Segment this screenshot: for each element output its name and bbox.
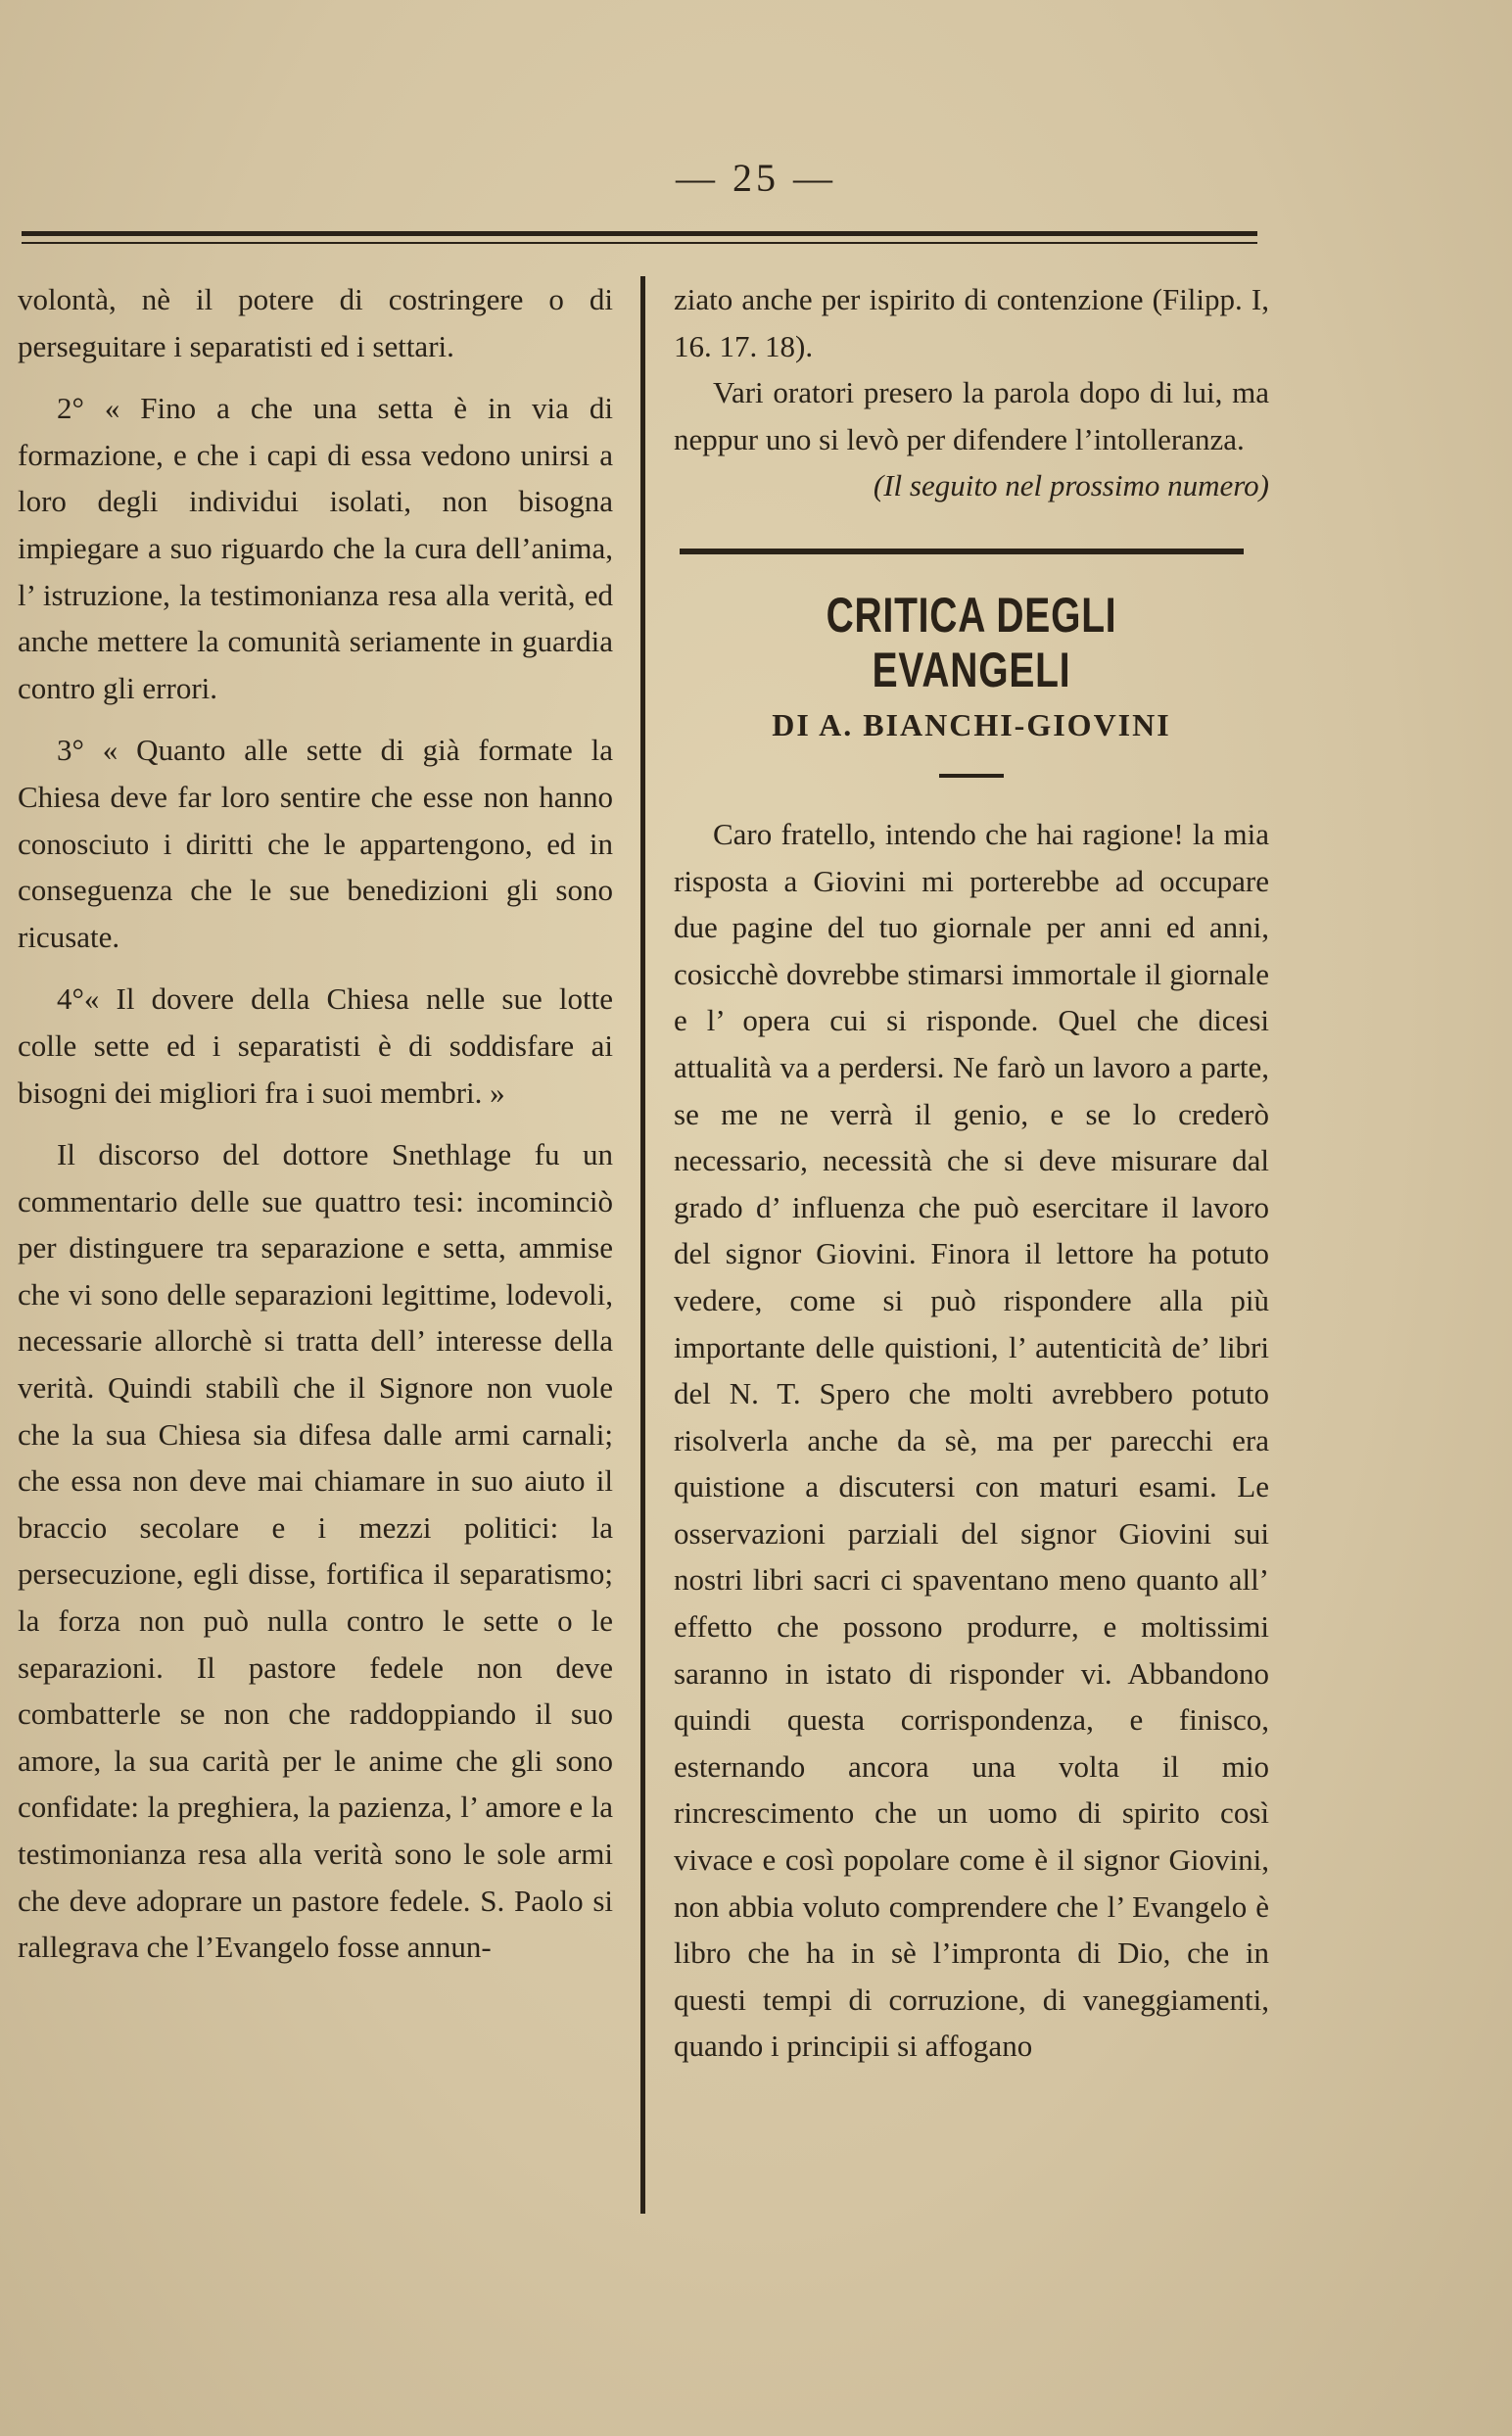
article-subtitle: DI A. BIANCHI-GIOVINI: [772, 706, 1171, 742]
paragraph: 3° « Quanto alle sette di già formate la Chiesa deve far loro sentire che esse non hanno conosciuto i diritti che le appartengono, ed in conseguenza che le sue benedizioni gli sono ricusate.: [18, 733, 613, 954]
article-body: Caro fratello, intendo che hai ragione! la mia risposta a Giovini mi porterebbe ad occupare due pagine del tuo giornale per anni ed anni, cosicchè dovrebbe stimarsi immortale il giornale e l’ opera cui si risponde. Quel che dicesi attualità va a perdersi. Ne farò un lavoro a parte, se me ne verrà il genio, e se lo crederò necessario, necessità che si deve misurare dal grado d’ influenza che può esercitare il lavoro del signor Giovini. Finora il lettore ha potuto vedere, come si può rispondere alla più importante delle quistioni, l’ autenticità de’ libri del N. T. Spero che molti avrebbero potuto risolverla anche da sè, ma per parecchi era quistione a discutersi con maturi esami. Le osservazioni parziali del signor Giovini sui nostri libri sacri ci spaventano meno quanto all’ effetto che possono produrre, e moltissimi saranno in istato di risponder vi. Abbandono quindi questa corrispondenza, e finisco, esternando ancora una volta il mio rincrescimento che un uomo di spirito così vivace e così popolare come è il signor Giovini, non abbia voluto comprendere che l’ Evangelo è libro che ha in sè l’impronta di Dio, che in questi tempi di corruzione, di vaneggiamenti, quando i principii si affogano: [674, 816, 1269, 2064]
header-rule: [22, 231, 1257, 244]
paragraph: ziato anche per ispirito di contenzione (Filipp. I, 16. 17. 18).: [674, 282, 1269, 363]
right-column: [674, 276, 1269, 2070]
section-rule: [680, 549, 1244, 554]
column-divider: [640, 276, 645, 2214]
continued-note: (Il seguito nel prossimo numero): [873, 468, 1269, 503]
page-number: — 25 —: [676, 156, 836, 200]
paragraph-gap: [18, 711, 613, 727]
paragraph: 2° « Fino a che una setta è in via di formazione, e che i capi di essa vedono unirsi a loro degli individui isolati, non bisogna impiegare a suo riguardo che la cura dell’anima, l’ istruzione, la testimonianza resa alla verità, ed anche mettere la comunità seriamente in guardia contro gli errori.: [18, 391, 613, 705]
left-column: [18, 276, 613, 1971]
paragraph-gap: [18, 960, 613, 976]
paragraph-gap: [18, 1116, 613, 1131]
paragraph: Vari oratori presero la parola dopo di lui, ma neppur uno si levò per difendere l’intolleranza.: [674, 375, 1269, 456]
paragraph-gap: [18, 369, 613, 385]
title-rule: [939, 774, 1004, 778]
paragraph: 4°« Il dovere della Chiesa nelle sue lotte colle sette ed i separatisti è di soddisfare ai bisogni dei migliori fra i suoi membri. »: [18, 981, 613, 1110]
paragraph: Il discorso del dottore Snethlage fu un commentario delle sue quattro tesi: incominciò per distinguere tra separazione e setta, ammise che vi sono delle separazioni legittime, lodevoli, necessarie allorchè si tratta dell’ interesse della verità. Quindi stabilì che il Signore non vuole che la sua Chiesa sia difesa dalle armi carnali; che essa non deve mai chiamare in suo aiuto il braccio secolare e i mezzi politici: la persecuzione, egli disse, fortifica il separatismo; la forza non può nulla contro le sette o le separazioni. Il pastore fedele non deve combatterle se non che raddoppiando il suo amore, la sua carità per le anime che gli sono confidate: la preghiera, la pazienza, l’ amore e la testimonianza resa alla verità sono le sole armi che deve adoprare un pastore fedele. S. Paolo si rallegrava che l’Evangelo fosse annun-: [18, 1137, 613, 1965]
article-title: CRITICA DEGLI EVANGELI: [826, 587, 1117, 697]
paragraph: volontà, nè il potere di costringere o di perseguitare i separatisti ed i settari.: [18, 282, 613, 363]
